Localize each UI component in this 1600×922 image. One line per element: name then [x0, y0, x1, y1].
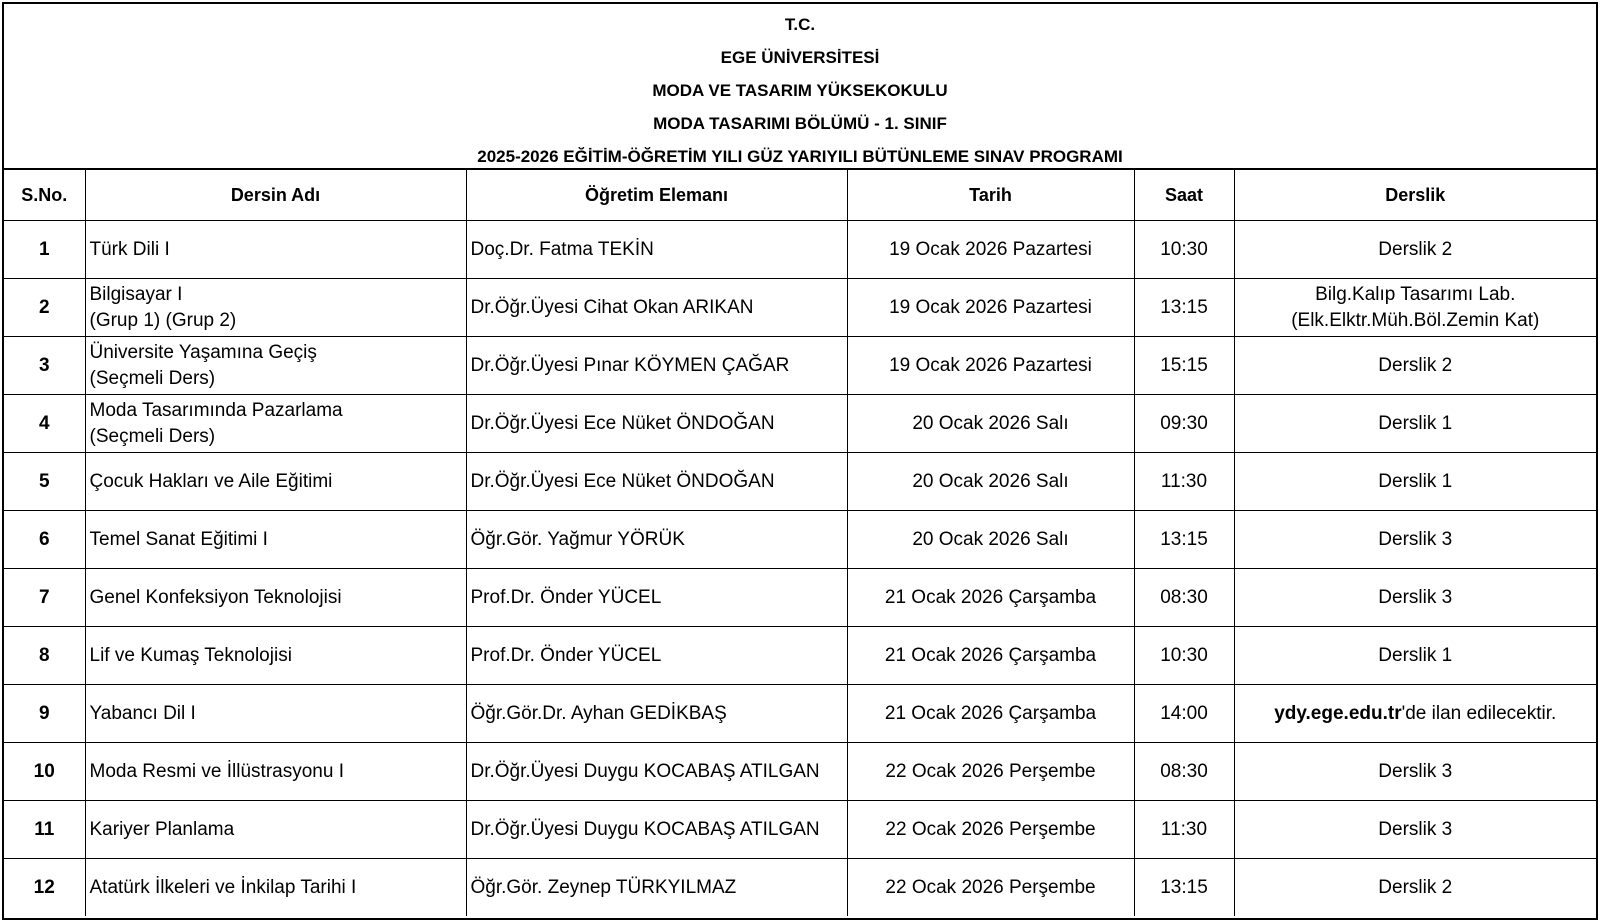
cell-date: 22 Ocak 2026 Perşembe — [847, 743, 1134, 801]
cell-instructor: Doç.Dr. Fatma TEKİN — [466, 221, 847, 279]
cell-course — [85, 221, 466, 279]
room-website-link: ydy.ege.edu.tr — [1274, 702, 1402, 724]
cell-room — [1234, 627, 1596, 685]
cell-instructor: Öğr.Gör.Dr. Ayhan GEDİKBAŞ — [466, 685, 847, 743]
cell-time: 11:30 — [1134, 453, 1234, 511]
table-header-row — [4, 170, 1596, 221]
table-row — [4, 801, 1596, 859]
cell-room — [1234, 221, 1596, 279]
header-line-school: MODA VE TASARIM YÜKSEKOKULU — [652, 81, 948, 100]
room-line: Derslik 2 — [1378, 876, 1453, 898]
cell-instructor: Dr.Öğr.Üyesi Duygu KOCABAŞ ATILGAN — [466, 801, 847, 859]
column-header-room: Derslik — [1234, 170, 1596, 221]
room-line: Derslik 3 — [1378, 818, 1453, 840]
table-row — [4, 221, 1596, 279]
header-line-program-title: 2025-2026 EĞİTİM-ÖĞRETİM YILI GÜZ YARIYILI BÜTÜNLEME SINAV PROGRAMI — [477, 147, 1123, 166]
cell-date: 19 Ocak 2026 Pazartesi — [847, 221, 1134, 279]
column-header-time: Saat — [1134, 170, 1234, 221]
cell-instructor: Dr.Öğr.Üyesi Pınar KÖYMEN ÇAĞAR — [466, 337, 847, 395]
cell-time: 13:15 — [1134, 511, 1234, 569]
table-row — [4, 337, 1596, 395]
cell-date: 22 Ocak 2026 Perşembe — [847, 859, 1134, 917]
cell-time: 14:00 — [1134, 685, 1234, 743]
column-header-course: Dersin Adı — [85, 170, 466, 221]
room-line: Derslik 3 — [1378, 586, 1453, 608]
cell-instructor: Dr.Öğr.Üyesi Ece Nüket ÖNDOĞAN — [466, 453, 847, 511]
cell-instructor: Prof.Dr. Önder YÜCEL — [466, 627, 847, 685]
column-header-sno: S.No. — [4, 170, 85, 221]
table-row — [4, 395, 1596, 453]
cell-sno: 10 — [4, 743, 85, 801]
cell-date: 20 Ocak 2026 Salı — [847, 395, 1134, 453]
cell-room — [1234, 279, 1596, 337]
room-line: Bilg.Kalıp Tasarımı Lab. — [1315, 283, 1516, 305]
exam-schedule-sheet — [2, 2, 1598, 920]
cell-course — [85, 627, 466, 685]
cell-course — [85, 685, 466, 743]
cell-course — [85, 569, 466, 627]
cell-date: 22 Ocak 2026 Perşembe — [847, 801, 1134, 859]
course-name-line: Moda Tasarımında Pazarlama — [89, 399, 343, 421]
cell-date: 19 Ocak 2026 Pazartesi — [847, 279, 1134, 337]
cell-date: 21 Ocak 2026 Çarşamba — [847, 685, 1134, 743]
cell-date: 21 Ocak 2026 Çarşamba — [847, 627, 1134, 685]
cell-time: 09:30 — [1134, 395, 1234, 453]
table-row — [4, 743, 1596, 801]
room-line: Derslik 3 — [1378, 760, 1453, 782]
cell-room — [1234, 685, 1596, 743]
course-name-line: Yabancı Dil I — [89, 702, 196, 724]
course-name-line: Üniversite Yaşamına Geçiş — [89, 341, 317, 363]
table-row — [4, 859, 1596, 917]
course-name-line: Bilgisayar I — [89, 283, 183, 305]
cell-time: 15:15 — [1134, 337, 1234, 395]
header-line-department: MODA TASARIMI BÖLÜMÜ - 1. SINIF — [653, 114, 947, 133]
cell-sno: 7 — [4, 569, 85, 627]
cell-sno: 9 — [4, 685, 85, 743]
course-name-line: Genel Konfeksiyon Teknolojisi — [89, 586, 342, 608]
document-header — [4, 4, 1596, 170]
room-line: Derslik 2 — [1378, 354, 1453, 376]
table-row — [4, 279, 1596, 337]
cell-instructor: Dr.Öğr.Üyesi Ece Nüket ÖNDOĞAN — [466, 395, 847, 453]
column-header-date: Tarih — [847, 170, 1134, 221]
cell-sno: 5 — [4, 453, 85, 511]
cell-instructor: Öğr.Gör. Yağmur YÖRÜK — [466, 511, 847, 569]
room-line: Derslik 2 — [1378, 238, 1453, 260]
room-note: 'de ilan edilecektir. — [1401, 702, 1557, 724]
cell-instructor: Öğr.Gör. Zeynep TÜRKYILMAZ — [466, 859, 847, 917]
cell-course — [85, 395, 466, 453]
schedule-table — [4, 170, 1596, 916]
cell-time: 08:30 — [1134, 569, 1234, 627]
cell-time: 10:30 — [1134, 627, 1234, 685]
cell-date: 19 Ocak 2026 Pazartesi — [847, 337, 1134, 395]
cell-sno: 2 — [4, 279, 85, 337]
cell-instructor: Prof.Dr. Önder YÜCEL — [466, 569, 847, 627]
header-line-tc: T.C. — [784, 15, 816, 34]
cell-instructor: Dr.Öğr.Üyesi Duygu KOCABAŞ ATILGAN — [466, 743, 847, 801]
header-line-university: EGE ÜNİVERSİTESİ — [720, 48, 880, 67]
cell-time: 11:30 — [1134, 801, 1234, 859]
cell-room — [1234, 801, 1596, 859]
cell-date: 21 Ocak 2026 Çarşamba — [847, 569, 1134, 627]
cell-room — [1234, 569, 1596, 627]
room-line: Derslik 3 — [1378, 528, 1453, 550]
course-name-line: (Seçmeli Ders) — [89, 367, 216, 389]
cell-sno: 12 — [4, 859, 85, 917]
cell-room — [1234, 743, 1596, 801]
cell-course — [85, 511, 466, 569]
room-line: Derslik 1 — [1378, 412, 1453, 434]
course-name-line: Lif ve Kumaş Teknolojisi — [89, 644, 292, 666]
cell-course — [85, 279, 466, 337]
course-name-line: Kariyer Planlama — [89, 818, 235, 840]
cell-course — [85, 743, 466, 801]
cell-room — [1234, 859, 1596, 917]
cell-sno: 11 — [4, 801, 85, 859]
cell-time: 13:15 — [1134, 279, 1234, 337]
cell-instructor: Dr.Öğr.Üyesi Cihat Okan ARIKAN — [466, 279, 847, 337]
table-row — [4, 685, 1596, 743]
table-row — [4, 627, 1596, 685]
cell-room — [1234, 453, 1596, 511]
cell-room — [1234, 337, 1596, 395]
cell-time: 08:30 — [1134, 743, 1234, 801]
cell-date: 20 Ocak 2026 Salı — [847, 511, 1134, 569]
cell-course — [85, 859, 466, 917]
cell-course — [85, 337, 466, 395]
table-row — [4, 569, 1596, 627]
room-line: (Elk.Elktr.Müh.Böl.Zemin Kat) — [1291, 309, 1540, 331]
course-name-line: Türk Dili I — [89, 238, 170, 260]
room-line: Derslik 1 — [1378, 470, 1453, 492]
cell-room — [1234, 395, 1596, 453]
cell-sno: 3 — [4, 337, 85, 395]
course-name-line: Temel Sanat Eğitimi I — [89, 528, 268, 550]
cell-sno: 6 — [4, 511, 85, 569]
cell-date: 20 Ocak 2026 Salı — [847, 453, 1134, 511]
room-line: Derslik 1 — [1378, 644, 1453, 666]
cell-time: 13:15 — [1134, 859, 1234, 917]
cell-time: 10:30 — [1134, 221, 1234, 279]
column-header-instructor: Öğretim Elemanı — [466, 170, 847, 221]
course-name-line: Moda Resmi ve İllüstrasyonu I — [89, 760, 344, 782]
cell-course — [85, 801, 466, 859]
table-row — [4, 453, 1596, 511]
course-name-line: (Grup 1) (Grup 2) — [89, 309, 237, 331]
course-name-line: (Seçmeli Ders) — [89, 425, 216, 447]
cell-room — [1234, 511, 1596, 569]
cell-course — [85, 453, 466, 511]
cell-sno: 1 — [4, 221, 85, 279]
table-row — [4, 511, 1596, 569]
cell-sno: 8 — [4, 627, 85, 685]
course-name-line: Atatürk İlkeleri ve İnkilap Tarihi I — [89, 876, 357, 898]
cell-sno: 4 — [4, 395, 85, 453]
course-name-line: Çocuk Hakları ve Aile Eğitimi — [89, 470, 333, 492]
